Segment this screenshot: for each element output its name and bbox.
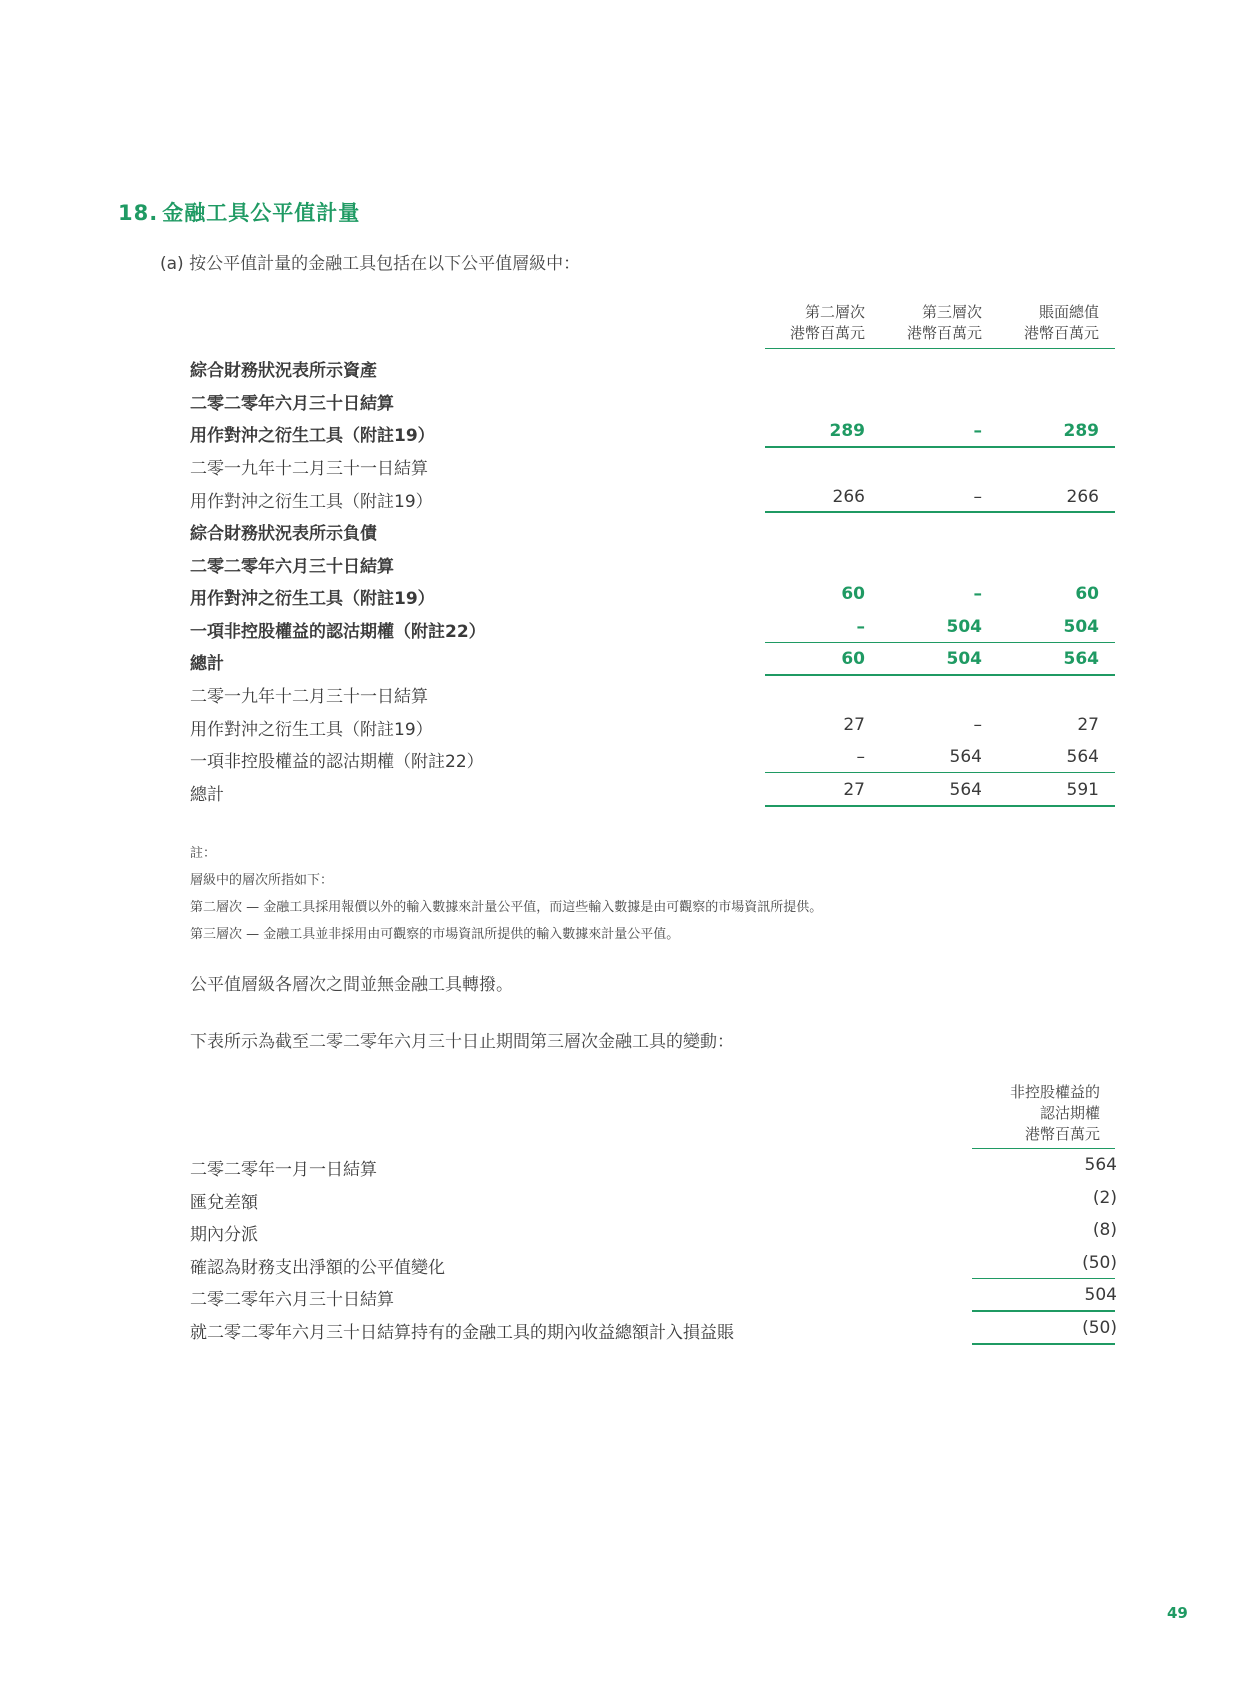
- row-label: 用作對沖之衍生工具（附註19）: [190, 589, 435, 609]
- cell-total: 564: [1063, 649, 1099, 669]
- column-header-line: 第三層次: [921, 303, 982, 321]
- row-label: 用作對沖之衍生工具（附註19）: [190, 426, 435, 446]
- section-heading: 金融工具公平值計量: [162, 201, 361, 225]
- cell-level2: 60: [841, 649, 865, 669]
- table2-column-header: [960, 1082, 1100, 1145]
- row-label: 就二零二零年六月三十日結算持有的金融工具的期內收益總額計入損益賬: [190, 1323, 734, 1343]
- row-rule: [765, 772, 1115, 773]
- cell-level3: 504: [946, 617, 982, 637]
- table-row: [190, 676, 1125, 709]
- row-value: 504: [1084, 1285, 1117, 1305]
- row-value: (50): [1082, 1253, 1117, 1273]
- table-row: [190, 383, 1125, 416]
- row-label: 綜合財務狀況表所示負債: [190, 524, 377, 544]
- column-header-line: 認沽期權: [1039, 1104, 1100, 1122]
- cell-total: 564: [1066, 747, 1099, 767]
- column-header-total: [999, 302, 1099, 344]
- table-row: [190, 1247, 1125, 1280]
- row-label: 用作對沖之衍生工具（附註19）: [190, 492, 433, 512]
- notes-heading: 註：: [190, 846, 217, 861]
- cell-level3: 504: [946, 649, 982, 669]
- table-intro: (a) 按公平值計量的金融工具包括在以下公平值層級中：: [160, 254, 581, 274]
- row-label: 綜合財務狀況表所示資產: [190, 361, 377, 381]
- column-header-unit: 港幣百萬元: [789, 324, 865, 342]
- cell-level2: 266: [832, 487, 865, 507]
- row-label: 總計: [190, 654, 224, 674]
- row-label: 期內分派: [190, 1225, 258, 1245]
- section-title: [118, 197, 360, 227]
- table-row: [190, 709, 1125, 742]
- table-row: [190, 513, 1125, 546]
- table-row: [190, 481, 1125, 514]
- column-header-unit: 港幣百萬元: [1024, 1125, 1100, 1143]
- cell-total: 266: [1066, 487, 1099, 507]
- movement-intro: 下表所示為截至二零二零年六月三十日止期間第三層次金融工具的變動：: [190, 1032, 734, 1052]
- row-label: 二零一九年十二月三十一日結算: [190, 459, 428, 479]
- notes-block: [190, 840, 822, 948]
- table-row: [190, 1214, 1125, 1247]
- section-number: 18.: [118, 201, 159, 225]
- cell-level2: –: [856, 617, 865, 637]
- table-row: [190, 546, 1125, 579]
- row-label: 一項非控股權益的認沽期權（附註22）: [190, 752, 484, 772]
- column-header-unit: 港幣百萬元: [1023, 324, 1099, 342]
- column-header-level2: [765, 302, 865, 344]
- cell-total: 27: [1077, 715, 1099, 735]
- cell-total: 289: [1063, 421, 1099, 441]
- row-label: 二零二零年六月三十日結算: [190, 1290, 394, 1310]
- row-label: 二零一九年十二月三十一日結算: [190, 687, 428, 707]
- row-rule: [765, 805, 1115, 807]
- table-row: [190, 1149, 1125, 1182]
- row-label: 確認為財務支出淨額的公平值變化: [190, 1258, 445, 1278]
- row-label: 匯兌差額: [190, 1193, 258, 1213]
- transfer-paragraph: 公平值層級各層次之間並無金融工具轉撥。: [190, 975, 513, 995]
- cell-total: 60: [1075, 584, 1099, 604]
- cell-total: 591: [1066, 780, 1099, 800]
- cell-level2: 289: [829, 421, 865, 441]
- column-header-level3: [882, 302, 982, 344]
- table-row: [190, 611, 1125, 644]
- row-label: 二零二零年六月三十日結算: [190, 557, 394, 577]
- cell-level2: 27: [843, 715, 865, 735]
- cell-level2: 60: [841, 584, 865, 604]
- table-row-total: [190, 643, 1125, 676]
- cell-level2: 27: [843, 780, 865, 800]
- page-number: 49: [1167, 1604, 1188, 1622]
- cell-level3: –: [973, 715, 982, 735]
- row-label: 二零二零年六月三十日結算: [190, 394, 394, 414]
- column-header-unit: 港幣百萬元: [906, 324, 982, 342]
- row-value: (50): [1082, 1318, 1117, 1338]
- table-row: [190, 1312, 1125, 1345]
- table-row: [190, 1182, 1125, 1215]
- table-row: [190, 415, 1125, 448]
- table-row: [190, 448, 1125, 481]
- cell-level3: 564: [949, 780, 982, 800]
- column-header-line: 非控股權益的: [1009, 1083, 1100, 1101]
- note-level3: 第三層次 — 金融工具並非採用由可觀察的市場資訊所提供的輸入數據來計量公平值。: [190, 927, 680, 942]
- row-label: 用作對沖之衍生工具（附註19）: [190, 720, 433, 740]
- column-header-line: 賬面總值: [1038, 303, 1099, 321]
- header-rule: [765, 348, 1115, 349]
- cell-level3: 564: [949, 747, 982, 767]
- row-label: 二零二零年一月一日結算: [190, 1160, 377, 1180]
- row-label: 一項非控股權益的認沽期權（附註22）: [190, 622, 486, 642]
- row-value: 564: [1084, 1155, 1117, 1175]
- cell-level3: –: [973, 584, 982, 604]
- table-row-total: [190, 774, 1125, 807]
- row-rule: [972, 1343, 1115, 1345]
- cell-level2: –: [856, 747, 865, 767]
- table-row: [190, 350, 1125, 383]
- cell-level3: –: [973, 421, 982, 441]
- notes-intro: 層級中的層次所指如下：: [190, 873, 334, 888]
- table-row: [190, 1279, 1125, 1312]
- cell-total: 504: [1063, 617, 1099, 637]
- table-row: [190, 741, 1125, 774]
- table-row: [190, 578, 1125, 611]
- row-value: (2): [1092, 1188, 1117, 1208]
- row-value: (8): [1092, 1220, 1117, 1240]
- row-label: 總計: [190, 785, 224, 805]
- cell-level3: –: [973, 487, 982, 507]
- note-level2: 第二層次 — 金融工具採用報價以外的輸入數據來計量公平值，而這些輸入數據是由可觀察的市場資訊所提供。: [190, 900, 823, 915]
- column-header-line: 第二層次: [804, 303, 865, 321]
